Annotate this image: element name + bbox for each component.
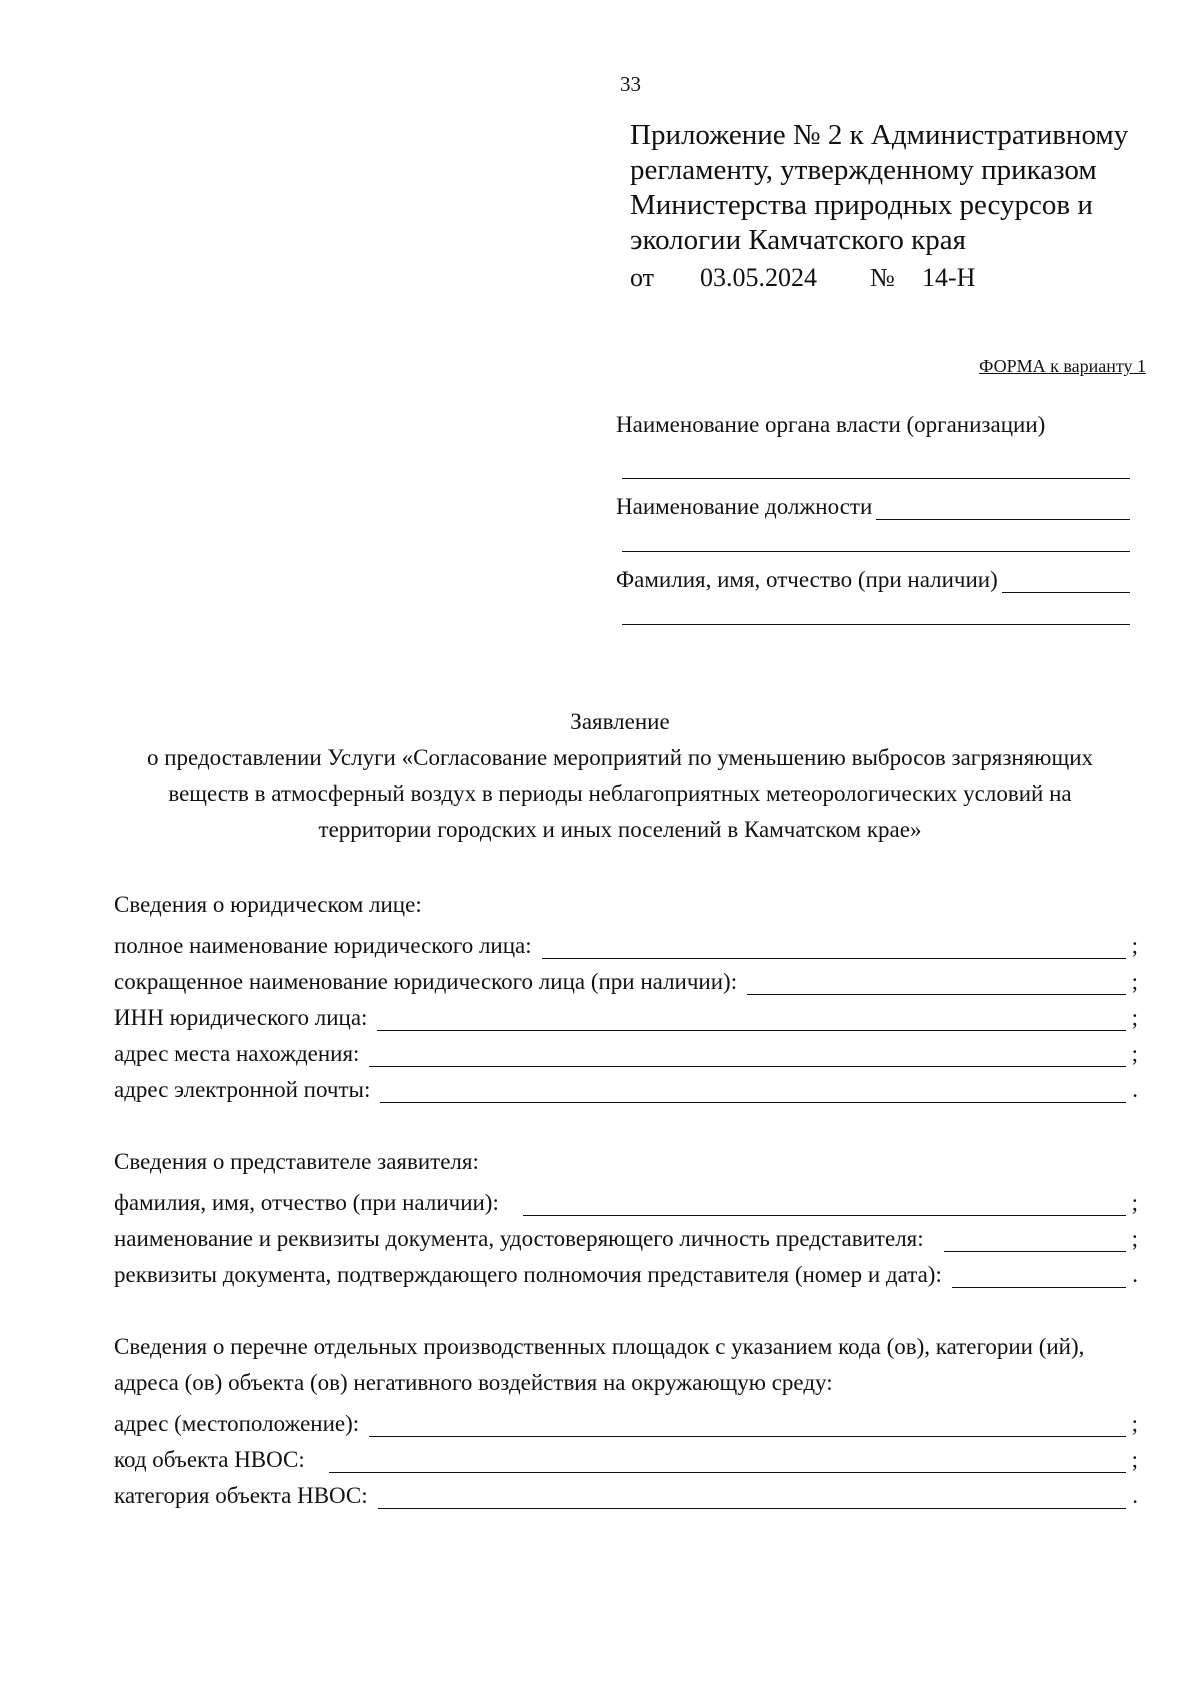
field-end-mark: ; xyxy=(1131,1226,1138,1251)
field-end-mark: ; xyxy=(1131,969,1138,994)
inn-field[interactable] xyxy=(377,1004,1126,1031)
identity-document-field[interactable] xyxy=(944,1225,1126,1252)
field-end-mark: ; xyxy=(1131,1190,1138,1215)
legal-entity-section xyxy=(114,887,1138,1103)
authority-document-field[interactable] xyxy=(952,1261,1126,1288)
appendix-line: регламенту, утвержденному приказом xyxy=(630,154,1097,186)
fio-blank-line[interactable] xyxy=(622,624,1130,625)
address-field[interactable] xyxy=(369,1040,1126,1067)
application-title-line: территории городских и иных поселений в Камчатском крае» xyxy=(318,817,922,842)
field-label: полное наименование юридического лица: xyxy=(114,933,532,958)
form-row xyxy=(114,959,1138,995)
field-end-mark: ; xyxy=(1131,1005,1138,1030)
sites-heading-line: адреса (ов) объекта (ов) негативного воздействия на окружающую среду: xyxy=(114,1370,833,1395)
field-label: адрес места нахождения: xyxy=(114,1041,360,1066)
field-end-mark: ; xyxy=(1131,933,1138,958)
nvos-category-field[interactable] xyxy=(378,1482,1126,1509)
application-title-line: о предоставлении Услуги «Согласование мероприятий по уменьшению выбросов загрязняющих xyxy=(147,745,1093,770)
field-end-mark: . xyxy=(1132,1483,1138,1508)
representative-heading: Сведения о представителе заявителя: xyxy=(114,1149,479,1174)
legal-entity-heading: Сведения о юридическом лице: xyxy=(114,892,422,917)
field-label: адрес (местоположение): xyxy=(114,1411,360,1436)
appendix-line: Приложение № 2 к Административному xyxy=(630,119,1129,151)
number-sign: № xyxy=(870,263,895,292)
form-row xyxy=(114,1031,1138,1067)
form-row xyxy=(114,1216,1138,1252)
page-number: 33 xyxy=(620,72,641,96)
field-label: ИНН юридического лица: xyxy=(114,1005,368,1030)
from-label: от xyxy=(630,263,655,292)
form-variant-label: ФОРМА к варианту 1 xyxy=(979,356,1146,376)
authority-label: Наименование органа власти (организации) xyxy=(616,412,1046,437)
field-end-mark: . xyxy=(1132,1262,1138,1287)
form-row xyxy=(114,1067,1138,1103)
field-end-mark: ; xyxy=(1131,1041,1138,1066)
field-label: наименование и реквизиты документа, удостоверяющего личность представителя: xyxy=(114,1226,924,1251)
field-label: фамилия, имя, отчество (при наличии): xyxy=(114,1190,499,1215)
site-address-field[interactable] xyxy=(369,1410,1126,1437)
order-number: 14-Н xyxy=(922,263,976,292)
application-title-line: веществ в атмосферный воздух в периоды неблагоприятных метеорологических условий на xyxy=(168,781,1072,806)
fio-field[interactable] xyxy=(1002,564,1130,593)
form-row xyxy=(114,1180,1138,1216)
sites-heading-line: Сведения о перечне отдельных производственных площадок с указанием кода (ов), категории (ий), xyxy=(114,1334,1085,1359)
field-label: сокращенное наименование юридического лица (при наличии): xyxy=(114,969,738,994)
field-label: адрес электронной почты: xyxy=(114,1077,371,1102)
form-row xyxy=(114,923,1138,959)
form-row xyxy=(114,1401,1138,1437)
field-end-mark: ; xyxy=(1131,1447,1138,1472)
field-end-mark: ; xyxy=(1131,1411,1138,1436)
field-label: реквизиты документа, подтверждающего полномочия представителя (номер и дата): xyxy=(114,1262,942,1287)
form-row xyxy=(114,1437,1138,1473)
appendix-date-row xyxy=(630,260,1150,295)
addressee-fio xyxy=(616,559,1130,593)
representative-fio-field[interactable] xyxy=(523,1189,1126,1216)
representative-section xyxy=(114,1144,1138,1288)
email-field[interactable] xyxy=(380,1076,1126,1103)
addressee-position xyxy=(616,486,1130,520)
appendix-header xyxy=(630,118,1150,295)
field-end-mark: . xyxy=(1132,1077,1138,1102)
short-name-field[interactable] xyxy=(747,968,1126,995)
field-label: код объекта НВОС: xyxy=(114,1447,305,1472)
position-field[interactable] xyxy=(876,491,1130,520)
authority-blank-line[interactable] xyxy=(622,478,1130,479)
position-label: Наименование должности xyxy=(616,494,873,519)
field-label: категория объекта НВОС: xyxy=(114,1483,368,1508)
form-row xyxy=(114,995,1138,1031)
application-title xyxy=(100,704,1140,848)
nvos-code-field[interactable] xyxy=(329,1446,1126,1473)
fio-label: Фамилия, имя, отчество (при наличии) xyxy=(616,567,998,592)
order-date: 03.05.2024 xyxy=(700,263,817,292)
position-blank-line[interactable] xyxy=(622,551,1130,552)
form-row xyxy=(114,1252,1138,1288)
appendix-line: Министерства природных ресурсов и xyxy=(630,189,1093,221)
application-heading: Заявление xyxy=(570,709,670,734)
addressee-authority xyxy=(616,412,1130,438)
form-row xyxy=(114,1473,1138,1509)
sites-section xyxy=(114,1329,1138,1509)
full-name-field[interactable] xyxy=(542,932,1126,959)
appendix-line: экологии Камчатского края xyxy=(630,224,966,256)
